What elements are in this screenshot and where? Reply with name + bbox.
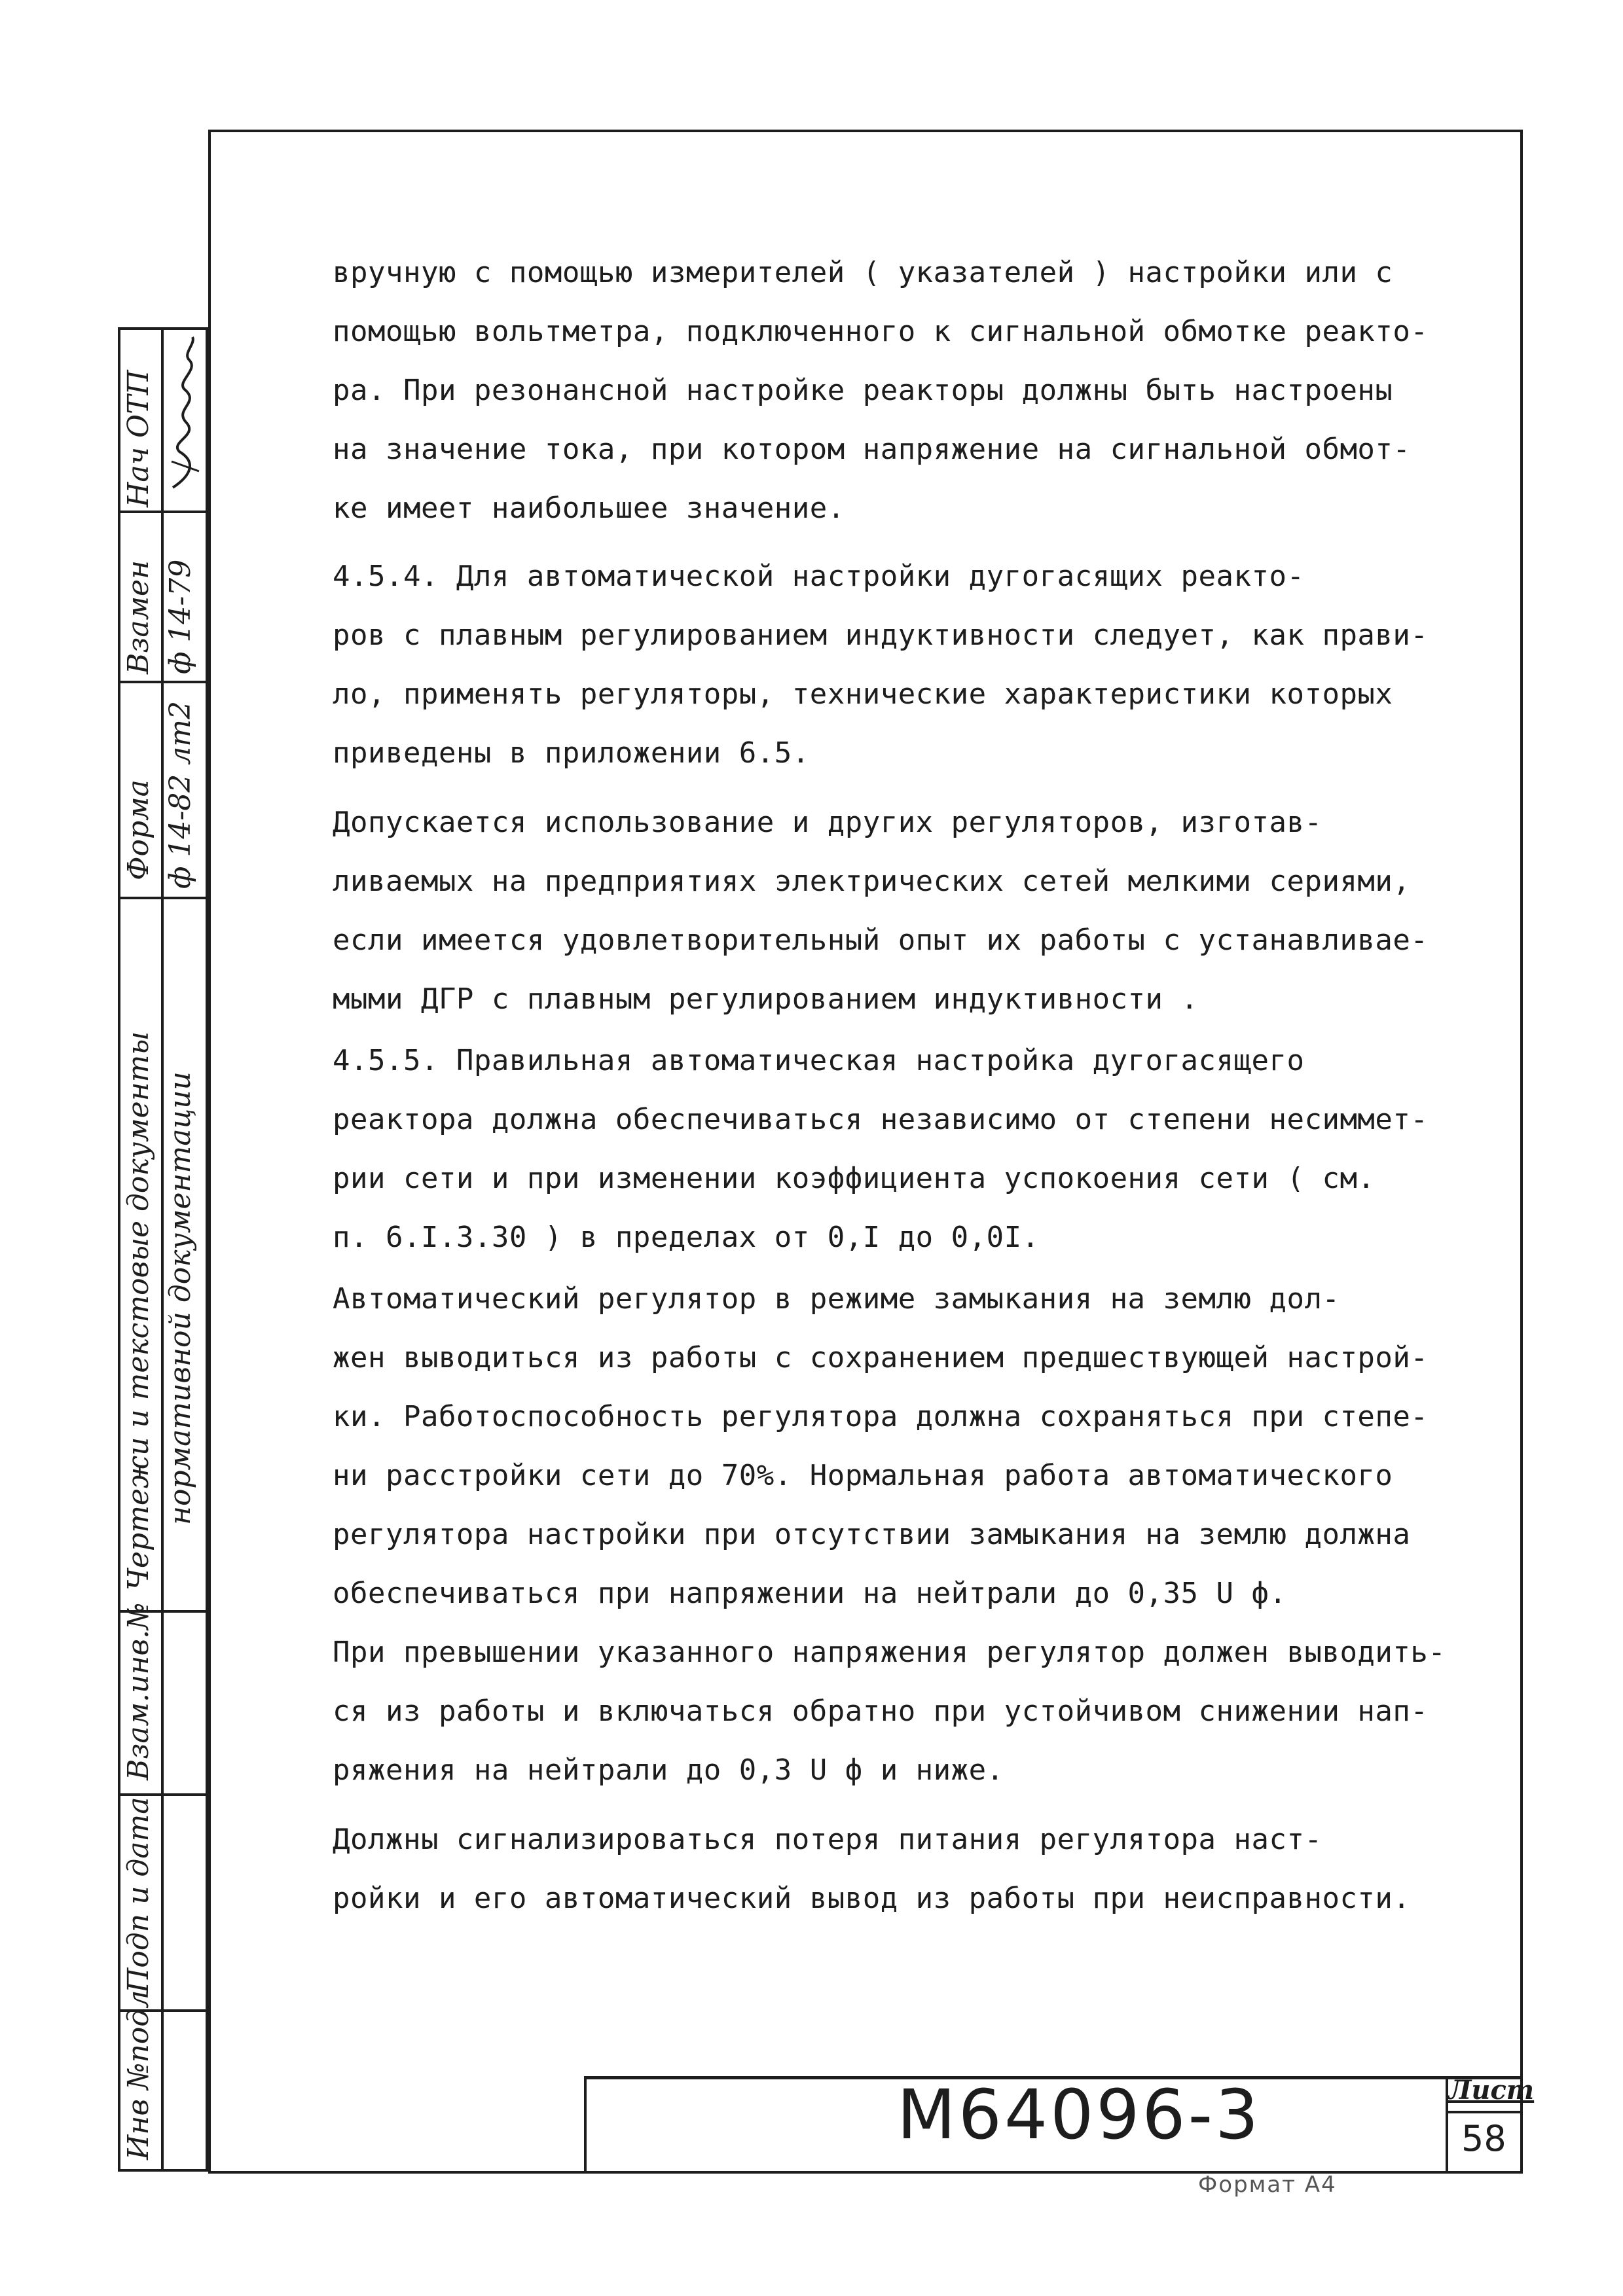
sheet-number: 58 xyxy=(1461,2118,1506,2159)
text-line: приведены в приложении 6.5. xyxy=(333,736,810,770)
text-line: ни расстройки сети до 70%. Нормальная работа автоматического xyxy=(333,1459,1393,1492)
text-line: ров с плавным регулированием индуктивности следует, как прави- xyxy=(333,619,1429,652)
text-line: вручную с помощью измерителей ( указателей ) настройки или с xyxy=(333,256,1393,289)
text-line: регулятора настройки при отсутствии замыкания на землю должна xyxy=(333,1518,1411,1551)
text-line: рии сети и при изменении коэффициента успокоения сети ( см. xyxy=(333,1162,1376,1195)
text-line: ло, применять регуляторы, технические характеристики которых xyxy=(333,677,1393,711)
text-line: ся из работы и включаться обратно при устойчивом снижении нап- xyxy=(333,1695,1429,1728)
stamp-label-vzamen: Взамен xyxy=(122,560,155,674)
stamp-label-drawings: Чертежи и текстовые документы xyxy=(122,1031,155,1590)
text-line: Допускается использование и других регуляторов, изготав- xyxy=(333,806,1322,839)
sheet-divider xyxy=(1446,2111,1523,2113)
stamp-label-inv-podl: Инв №подл xyxy=(122,1990,155,2160)
stamp-label-podp-data: Подп и дата xyxy=(122,1797,155,1993)
text-line: ки. Работоспособность регулятора должна сохраняться при степе- xyxy=(333,1400,1429,1433)
format-label: Формат А4 xyxy=(1198,2172,1337,2198)
text-line: помощью вольтметра, подключенного к сигнальной обмотке реакто- xyxy=(333,315,1429,348)
sheet-label: Лист xyxy=(1448,2075,1535,2106)
text-line: ливаемых на предприятиях электрических сетей мелкими сериями, xyxy=(333,865,1411,898)
text-line: п. 6.I.3.30 ) в пределах от 0,I до 0,0I. xyxy=(333,1221,1040,1254)
stamp-label-vzam-inv: Взам.инв.№ xyxy=(122,1602,155,1780)
stamp-value-forma: ф 14-82 лт2 xyxy=(164,701,197,889)
stamp-value-vzamen: ф 14-79 xyxy=(164,559,197,674)
text-line: Должны сигнализироваться потеря питания регулятора наст- xyxy=(333,1823,1322,1856)
text-line: ра. При резонансной настройке реакторы должны быть настроены xyxy=(333,374,1393,407)
text-line: на значение тока, при котором напряжение на сигнальной обмот- xyxy=(333,433,1411,466)
text-line: 4.5.5. Правильная автоматическая настройка дугогасящего xyxy=(333,1044,1305,1077)
text-line: если имеется удовлетворительный опыт их работы с устанавливае- xyxy=(333,924,1429,957)
stamp-label-nach-otp: Нач ОТП xyxy=(122,370,155,507)
text-line: 4.5.4. Для автоматической настройки дугогасящих реакто- xyxy=(333,560,1305,593)
text-line: обеспечиваться при напряжении на нейтрали до 0,35 U ф. xyxy=(333,1577,1287,1610)
document-code: М64096-3 xyxy=(897,2075,1262,2155)
text-line: ройки и его автоматический вывод из работы при неисправности. xyxy=(333,1882,1411,1915)
text-line: Автоматический регулятор в режиме замыкания на землю дол- xyxy=(333,1282,1340,1316)
stamp-label-normative: нормативной документации xyxy=(164,1071,197,1525)
text-line: ке имеет наибольшее значение. xyxy=(333,492,845,525)
text-line: При превышении указанного напряжения регулятор должен выводить- xyxy=(333,1636,1446,1669)
stamp-label-forma: Форма xyxy=(122,780,155,880)
signature-icon xyxy=(166,331,204,494)
text-line: ряжения на нейтрали до 0,3 U ф и ниже. xyxy=(333,1753,1004,1787)
text-line: жен выводиться из работы с сохранением предшествующей настрой- xyxy=(333,1341,1429,1374)
text-line: реактора должна обеспечиваться независимо от степени несиммет- xyxy=(333,1103,1429,1136)
text-line: мыми ДГР с плавным регулированием индуктивности . xyxy=(333,982,1199,1016)
